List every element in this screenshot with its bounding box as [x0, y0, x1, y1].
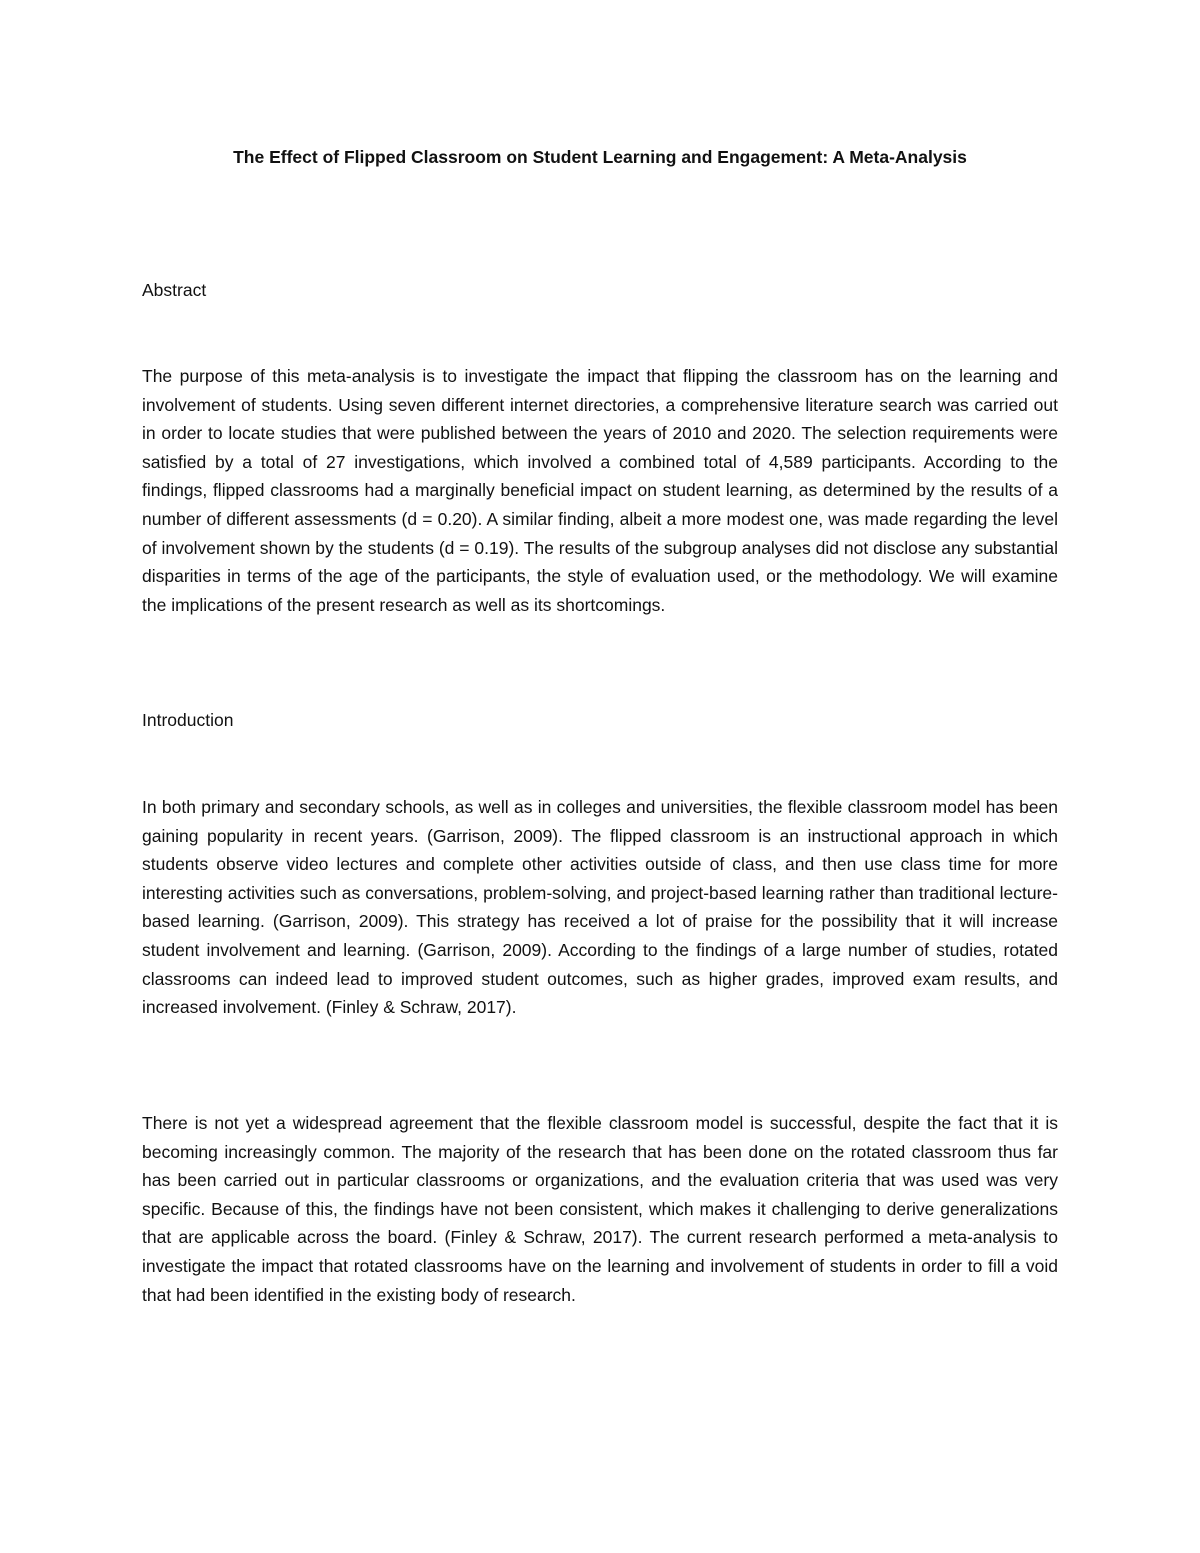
- abstract-paragraph: The purpose of this meta-analysis is to investigate the impact that flipping the classroom has on the learning and involvement of students. Using seven different internet directories, a comprehensive literature search was carried out in order to locate studies that were published between the years of 2010 and 2020. The selection requirements were satisfied by a total of 27 investigations, which involved a combined total of 4,589 participants. According to the findings, flipped classrooms had a marginally beneficial impact on student learning, as determined by the results of a number of different assessments (d = 0.20). A similar finding, albeit a more modest one, was made regarding the level of involvement shown by the students (d = 0.19). The results of the subgroup analyses did not disclose any substantial disparities in terms of the age of the participants, the style of evaluation used, or the methodology. We will examine the implications of the present research as well as its shortcomings.: [142, 366, 1058, 615]
- introduction-paragraph-1: In both primary and secondary schools, as well as in colleges and universities, the flexible classroom model has been gaining popularity in recent years. (Garrison, 2009). The flipped classroom is an instructional approach in which students observe video lectures and complete other activities outside of class, and then use class time for more interesting activities such as conversations, problem-solving, and project-based learning rather than traditional lecture-based learning. (Garrison, 2009). This strategy has received a lot of praise for the possibility that it will increase student involvement and learning. (Garrison, 2009). According to the findings of a large number of studies, rotated classrooms can indeed lead to improved student outcomes, such as higher grades, improved exam results, and increased involvement. (Finley & Schraw, 2017).: [142, 797, 1058, 1018]
- section-heading-introduction: Introduction: [142, 710, 234, 730]
- document-title: The Effect of Flipped Classroom on Student Learning and Engagement: A Meta-Analysis: [233, 147, 967, 167]
- introduction-paragraph-2: There is not yet a widespread agreement that the flexible classroom model is successful, despite the fact that it is becoming increasingly common. The majority of the research that has been done on the rotated classroom thus far has been carried out in particular classrooms or organizations, and the evaluation criteria that was used was very specific. Because of this, the findings have not been consistent, which makes it challenging to derive generalizations that are applicable across the board. (Finley & Schraw, 2017). The current research performed a meta-analysis to investigate the impact that rotated classrooms have on the learning and involvement of students in order to fill a void that had been identified in the existing body of research.: [142, 1113, 1058, 1305]
- section-heading-abstract: Abstract: [142, 280, 207, 300]
